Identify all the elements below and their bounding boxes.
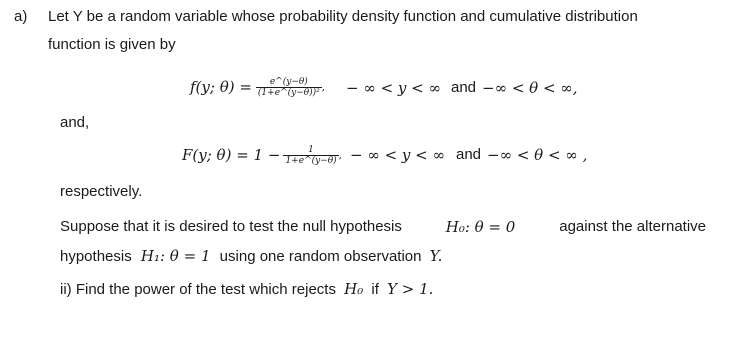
- pdf-domain-y: − ∞ < y < ∞: [346, 79, 442, 97]
- pdf-numerator: e^(y−θ): [269, 76, 308, 87]
- intro-line-2: function is given by: [48, 36, 176, 53]
- intro-line-1: Let Y be a random variable whose probability density function and cumulative distribution: [48, 8, 638, 25]
- cdf-equation: [182, 138, 342, 172]
- respectively-text: respectively.: [60, 183, 143, 200]
- cdf-domain-theta: −∞ < θ < ∞ ,: [487, 146, 588, 164]
- question-ii-text-a: ii) Find the power of the test which rejects: [60, 281, 336, 298]
- pdf-lhs: f(y; θ) =: [190, 78, 252, 96]
- hyp-line1-text-a: Suppose that it is desired to test the null hypothesis: [60, 218, 402, 235]
- question-ii-condition: Y > 1.: [387, 280, 434, 298]
- null-hypothesis: H₀: θ = 0: [445, 218, 516, 236]
- hyp-line2-text-b: using one random observation: [219, 248, 422, 265]
- hyp-line2-text-a: hypothesis: [60, 248, 132, 265]
- cdf-comma: ,: [338, 149, 342, 161]
- hyp-line1-text-b: against the alternative: [559, 218, 706, 235]
- part-label: a): [14, 8, 28, 25]
- pdf-comma: ,: [321, 81, 325, 93]
- pdf-fraction: [256, 77, 322, 98]
- and-text: and,: [60, 114, 90, 131]
- pdf-denominator: (1+e^(y−θ))²: [257, 87, 320, 98]
- pdf-and: and: [451, 79, 477, 96]
- random-variable-y: Y.: [429, 247, 443, 265]
- cdf-domain-y: − ∞ < y < ∞: [350, 146, 446, 164]
- alternative-hypothesis: H₁: θ = 1: [140, 247, 211, 265]
- cdf-numerator: 1: [308, 144, 314, 155]
- question-ii-text-b: if: [371, 281, 379, 298]
- cdf-and: and: [456, 146, 482, 163]
- hypothesis-line-1: [60, 218, 706, 236]
- question-ii: [60, 280, 433, 298]
- cdf-lhs: F(y; θ) = 1 −: [182, 146, 281, 164]
- pdf-domain-theta: −∞ < θ < ∞,: [482, 79, 578, 97]
- cdf-denominator: 1+e^(y−θ): [285, 155, 337, 166]
- question-ii-h0: H₀: [344, 280, 364, 298]
- hypothesis-line-2: [60, 247, 442, 265]
- cdf-fraction: [283, 145, 338, 166]
- pdf-equation: [190, 70, 325, 104]
